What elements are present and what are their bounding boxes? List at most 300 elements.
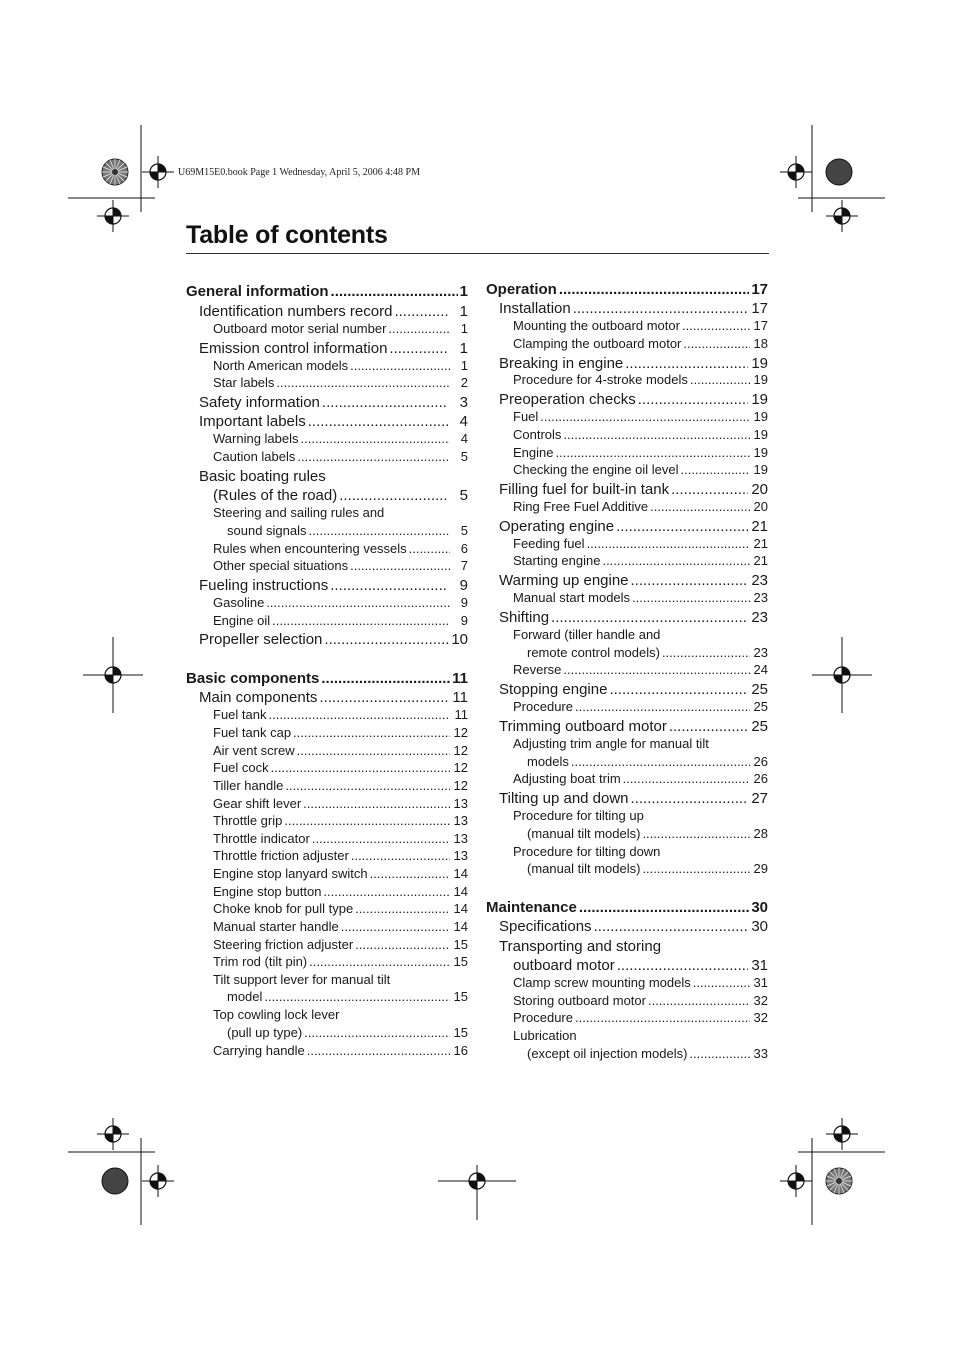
toc-entry[interactable] <box>186 431 468 446</box>
toc-entry[interactable] <box>186 1043 468 1058</box>
toc-page-number: 21 <box>753 553 768 568</box>
toc-entry-title: Tilting up and down <box>499 790 629 807</box>
toc-entry[interactable] <box>486 681 768 698</box>
toc-page-number: 3 <box>459 394 468 411</box>
toc-page-number: 2 <box>460 375 468 390</box>
dot-leader <box>309 523 451 538</box>
dot-leader <box>297 449 450 464</box>
toc-entry-title: Breaking in engine <box>499 355 624 372</box>
dot-leader <box>616 518 748 535</box>
toc-entry-title: Steering and sailing rules and <box>213 505 385 520</box>
toc-entry[interactable] <box>486 445 768 460</box>
toc-entry-title: Gasoline <box>213 595 265 610</box>
toc-page-number: 15 <box>453 989 468 1004</box>
toc-entry[interactable] <box>186 631 468 648</box>
toc-entry-title: Mounting the outboard motor <box>513 318 680 333</box>
toc-page-number: 12 <box>453 725 468 740</box>
toc-entry-title: Fuel tank cap <box>213 725 292 740</box>
toc-entry[interactable] <box>186 303 468 320</box>
toc-entry[interactable] <box>186 577 468 594</box>
toc-page-number: 10 <box>451 631 468 648</box>
dot-leader <box>650 499 750 514</box>
toc-entry-title: Specifications <box>499 918 592 935</box>
toc-entry-title: Top cowling lock lever <box>213 1007 340 1022</box>
toc-entry-title: (except oil injection models) <box>527 1046 688 1061</box>
toc-page-number: 17 <box>751 281 768 298</box>
toc-entry-title: Starting engine <box>513 553 601 568</box>
toc-entry[interactable] <box>486 518 768 535</box>
dot-leader <box>355 937 450 952</box>
dot-leader <box>617 957 748 974</box>
dot-leader <box>324 631 448 648</box>
toc-entry-title: Adjusting trim angle for manual tilt <box>513 736 709 751</box>
dot-leader <box>309 954 450 969</box>
toc-entry-title: Clamping the outboard motor <box>513 336 682 351</box>
toc-page-number: 17 <box>751 300 768 317</box>
toc-page-number: 13 <box>453 796 468 811</box>
toc-entry-title: Outboard motor serial number <box>213 321 387 336</box>
toc-entry-title: Procedure for 4-stroke models <box>513 372 688 387</box>
toc-entry-title: Star labels <box>213 375 275 390</box>
toc-page-number: 19 <box>753 372 768 387</box>
toc-entry-title: Gear shift lever <box>213 796 302 811</box>
toc-entry-title: General information <box>186 283 329 300</box>
toc-entry[interactable] <box>486 790 768 807</box>
toc-page-number: 31 <box>751 957 768 974</box>
toc-entry[interactable] <box>186 813 468 828</box>
toc-entry-title: Manual starter handle <box>213 919 339 934</box>
toc-page-number: 20 <box>751 481 768 498</box>
toc-page-number: 6 <box>460 541 468 556</box>
dot-leader <box>555 445 750 460</box>
toc-entry[interactable] <box>186 954 468 969</box>
dot-leader <box>571 754 750 769</box>
dot-leader <box>409 541 450 556</box>
dot-leader <box>559 281 749 298</box>
toc-page-number: 19 <box>753 427 768 442</box>
toc-page-number: 7 <box>460 558 468 573</box>
dot-leader <box>690 372 750 387</box>
toc-entry-title: Procedure for tilting down <box>513 844 661 859</box>
toc-entry[interactable] <box>186 884 468 899</box>
toc-entry[interactable] <box>486 572 768 589</box>
dot-leader <box>642 861 750 876</box>
toc-entry[interactable] <box>486 627 768 642</box>
toc-entry-title: Checking the engine oil level <box>513 462 679 477</box>
toc-entry-title: Procedure for tilting up <box>513 808 644 823</box>
toc-entry[interactable] <box>186 413 468 430</box>
title-divider <box>186 253 769 254</box>
toc-entry[interactable] <box>186 901 468 916</box>
toc-section-heading[interactable] <box>486 281 768 298</box>
toc-page-number: 21 <box>753 536 768 551</box>
toc-page-number: 19 <box>751 391 768 408</box>
toc-entry-title: Propeller selection <box>199 631 323 648</box>
toc-page-number: 13 <box>453 813 468 828</box>
toc-entry[interactable] <box>186 848 468 863</box>
toc-page-number: 28 <box>753 826 768 841</box>
dot-leader <box>339 487 448 504</box>
toc-page-number: 26 <box>753 771 768 786</box>
dot-leader <box>284 813 450 828</box>
toc-page-number: 12 <box>453 778 468 793</box>
toc-entry[interactable] <box>186 707 468 722</box>
toc-entry-title: Fueling instructions <box>199 577 329 594</box>
toc-entry-title: Tiller handle <box>213 778 284 793</box>
dot-leader <box>350 558 450 573</box>
toc-page-number: 4 <box>459 413 468 430</box>
dot-leader <box>307 1043 450 1058</box>
toc-page-number: 21 <box>751 518 768 535</box>
dot-leader <box>563 662 750 677</box>
toc-entry[interactable] <box>486 718 768 735</box>
dot-leader <box>563 427 750 442</box>
toc-page-number: 12 <box>453 743 468 758</box>
toc-entry[interactable] <box>486 355 768 372</box>
toc-entry-title: Throttle grip <box>213 813 283 828</box>
toc-entry[interactable] <box>186 972 468 987</box>
dot-leader <box>350 358 450 373</box>
dot-leader <box>330 577 448 594</box>
toc-entry-title: Tilt support lever for manual tilt <box>213 972 391 987</box>
toc-page-number: 19 <box>753 462 768 477</box>
toc-entry[interactable] <box>486 754 768 769</box>
toc-entry[interactable] <box>486 662 768 677</box>
toc-entry[interactable] <box>486 590 768 605</box>
dot-leader <box>682 318 750 333</box>
toc-entry[interactable] <box>186 989 468 1004</box>
dot-leader <box>587 536 750 551</box>
dot-leader <box>331 283 458 300</box>
toc-entry[interactable] <box>186 340 468 357</box>
dot-leader <box>285 778 450 793</box>
toc-entry-title: Throttle indicator <box>213 831 310 846</box>
toc-entry-title: Shifting <box>499 609 550 626</box>
toc-page-number: 31 <box>753 975 768 990</box>
toc-entry-title: Filling fuel for built-in tank <box>499 481 670 498</box>
toc-entry[interactable] <box>486 957 768 974</box>
toc-entry-title: Controls <box>513 427 562 442</box>
toc-entry[interactable] <box>486 808 768 823</box>
toc-page-number: 4 <box>460 431 468 446</box>
dot-leader <box>540 409 750 424</box>
toc-page-number: 14 <box>453 901 468 916</box>
dot-leader <box>297 743 450 758</box>
toc-page-number: 23 <box>753 590 768 605</box>
toc-page-number: 5 <box>460 523 468 538</box>
toc-page-number: 19 <box>751 355 768 372</box>
dot-leader <box>272 613 450 628</box>
toc-entry-title: Throttle friction adjuster <box>213 848 349 863</box>
dot-leader <box>579 899 749 916</box>
toc-entry[interactable] <box>486 372 768 387</box>
toc-entry[interactable] <box>486 409 768 424</box>
toc-page-number: 11 <box>452 689 468 706</box>
dot-leader <box>323 884 450 899</box>
toc-page-number: 5 <box>459 487 468 504</box>
toc-entry[interactable] <box>186 523 468 538</box>
toc-entry-title: North American models <box>213 358 349 373</box>
toc-page-number: 5 <box>460 449 468 464</box>
dot-leader <box>648 993 750 1008</box>
toc-entry-title: Basic components <box>186 670 320 687</box>
toc-entry[interactable] <box>486 536 768 551</box>
toc-entry[interactable] <box>486 1046 768 1061</box>
toc-section-heading[interactable] <box>186 670 468 687</box>
toc-entry[interactable] <box>186 937 468 952</box>
dot-leader <box>594 918 748 935</box>
toc-page-number: 23 <box>751 609 768 626</box>
toc-page-number: 9 <box>460 595 468 610</box>
dot-leader <box>293 725 450 740</box>
toc-entry[interactable] <box>486 736 768 751</box>
toc-entry[interactable] <box>186 760 468 775</box>
toc-entry[interactable] <box>186 487 468 504</box>
toc-entry-title: Stopping engine <box>499 681 608 698</box>
toc-entry[interactable] <box>486 938 768 955</box>
toc-entry[interactable] <box>186 505 468 520</box>
toc-entry[interactable] <box>486 462 768 477</box>
toc-entry-title: Fuel cock <box>213 760 269 775</box>
toc-entry[interactable] <box>486 993 768 1008</box>
toc-page-number: 13 <box>453 831 468 846</box>
toc-entry-title: Engine stop lanyard switch <box>213 866 368 881</box>
toc-page-number: 26 <box>753 754 768 769</box>
toc-page-number: 19 <box>753 409 768 424</box>
toc-entry-title: Procedure <box>513 1010 573 1025</box>
toc-page-number: 15 <box>453 954 468 969</box>
toc-page-number: 25 <box>751 681 768 698</box>
toc-entry-title: Identification numbers record <box>199 303 393 320</box>
toc-entry[interactable] <box>486 826 768 841</box>
toc-page-number: 14 <box>453 919 468 934</box>
toc-entry[interactable] <box>186 919 468 934</box>
toc-entry[interactable] <box>186 796 468 811</box>
dot-leader <box>341 919 450 934</box>
toc-entry[interactable] <box>486 427 768 442</box>
toc-page-number: 14 <box>453 866 468 881</box>
toc-entry[interactable] <box>486 918 768 935</box>
toc-page-number: 23 <box>751 572 768 589</box>
toc-page-number: 29 <box>753 861 768 876</box>
toc-entry[interactable] <box>486 771 768 786</box>
dot-leader <box>681 462 751 477</box>
toc-entry-title: Procedure <box>513 699 573 714</box>
toc-entry[interactable] <box>186 689 468 706</box>
toc-entry[interactable] <box>186 468 468 485</box>
toc-page-number: 16 <box>453 1043 468 1058</box>
dot-leader <box>609 681 748 698</box>
toc-entry[interactable] <box>186 558 468 573</box>
toc-page-number: 1 <box>460 321 468 336</box>
toc-page-number: 19 <box>753 445 768 460</box>
toc-entry-title: Adjusting boat trim <box>513 771 621 786</box>
dot-leader <box>642 826 750 841</box>
toc-page-number: 11 <box>452 670 468 687</box>
toc-entry-title: Feeding fuel <box>513 536 585 551</box>
toc-page-number: 25 <box>751 718 768 735</box>
toc-entry-title: Fuel tank <box>213 707 267 722</box>
dot-leader <box>623 771 750 786</box>
toc-page-number: 27 <box>751 790 768 807</box>
book-info-header: U69M15E0.book Page 1 Wednesday, April 5, 2006 4:48 PM <box>178 167 420 178</box>
toc-entry-title: Basic boating rules <box>199 468 326 485</box>
toc-page-number: 15 <box>453 1025 468 1040</box>
dot-leader <box>693 975 750 990</box>
toc-page-number: 15 <box>453 937 468 952</box>
dot-leader <box>370 866 450 881</box>
toc-entry-title: Main components <box>199 689 318 706</box>
dot-leader <box>355 901 450 916</box>
toc-entry-title: (manual tilt models) <box>527 861 641 876</box>
toc-entry-title: Choke knob for pull type <box>213 901 354 916</box>
toc-entry-title: Forward (tiller handle and <box>513 627 661 642</box>
toc-entry[interactable] <box>486 844 768 859</box>
dot-leader <box>351 848 450 863</box>
toc-entry-title: Ring Free Fuel Additive <box>513 499 649 514</box>
toc-entry[interactable] <box>486 645 768 660</box>
toc-entry[interactable] <box>186 831 468 846</box>
toc-page-number: 1 <box>459 340 468 357</box>
toc-page-number: 13 <box>453 848 468 863</box>
dot-leader <box>388 321 450 336</box>
toc-page-number: 18 <box>753 336 768 351</box>
toc-entry[interactable] <box>186 375 468 390</box>
toc-entry-title: Reverse <box>513 662 562 677</box>
dot-leader <box>394 303 448 320</box>
toc-page-number: 1 <box>460 358 468 373</box>
toc-entry-title: outboard motor <box>513 957 615 974</box>
toc-entry[interactable] <box>486 553 768 568</box>
toc-entry[interactable] <box>486 1010 768 1025</box>
toc-page-number: 1 <box>459 283 468 300</box>
toc-page-number: 30 <box>751 918 768 935</box>
toc-entry[interactable] <box>486 609 768 626</box>
toc-section-heading[interactable] <box>186 283 468 300</box>
toc-entry[interactable] <box>486 318 768 333</box>
toc-entry[interactable] <box>486 391 768 408</box>
toc-entry[interactable] <box>186 595 468 610</box>
toc-entry[interactable] <box>186 778 468 793</box>
toc-entry-title: Installation <box>499 300 571 317</box>
dot-leader <box>575 699 750 714</box>
dot-leader <box>602 553 750 568</box>
toc-entry[interactable] <box>186 541 468 556</box>
toc-entry-title: (manual tilt models) <box>527 826 641 841</box>
dot-leader <box>264 989 450 1004</box>
dot-leader <box>303 796 450 811</box>
toc-page-number: 12 <box>453 760 468 775</box>
toc-entry[interactable] <box>186 321 468 336</box>
dot-leader <box>389 340 448 357</box>
dot-leader <box>575 1010 750 1025</box>
toc-entry[interactable] <box>186 743 468 758</box>
dot-leader <box>671 481 748 498</box>
dot-leader <box>625 355 748 372</box>
toc-page-number: 1 <box>459 303 468 320</box>
toc-entry-title: Engine stop button <box>213 884 322 899</box>
dot-leader <box>304 1025 450 1040</box>
toc-entry-title: Caution labels <box>213 449 296 464</box>
toc-entry-title: Engine <box>513 445 554 460</box>
dot-leader <box>266 595 450 610</box>
toc-entry-title: Emission control information <box>199 340 388 357</box>
toc-page-number: 9 <box>460 613 468 628</box>
toc-entry[interactable] <box>486 699 768 714</box>
toc-entry[interactable] <box>486 975 768 990</box>
toc-entry-title: sound signals <box>227 523 307 538</box>
dot-leader <box>689 1046 750 1061</box>
toc-entry-title: Preoperation checks <box>499 391 636 408</box>
toc-entry-title: (pull up type) <box>227 1025 303 1040</box>
toc-entry[interactable] <box>486 1028 768 1043</box>
toc-entry[interactable] <box>486 336 768 351</box>
dot-leader <box>638 391 748 408</box>
toc-entry-title: Engine oil <box>213 613 271 628</box>
toc-page-number: 32 <box>753 993 768 1008</box>
toc-entry[interactable] <box>186 1025 468 1040</box>
toc-entry-title: Fuel <box>513 409 539 424</box>
toc-entry-title: Important labels <box>199 413 306 430</box>
toc-entry[interactable] <box>186 613 468 628</box>
toc-entry[interactable] <box>186 394 468 411</box>
dot-leader <box>271 760 450 775</box>
dot-leader <box>268 707 450 722</box>
toc-entry[interactable] <box>186 1007 468 1022</box>
toc-entry-title: Trim rod (tilt pin) <box>213 954 308 969</box>
toc-entry-title: Other special situations <box>213 558 349 573</box>
toc-page-number: 24 <box>753 662 768 677</box>
toc-entry-title: Warming up engine <box>499 572 629 589</box>
dot-leader <box>312 831 450 846</box>
toc-entry-title: Trimming outboard motor <box>499 718 667 735</box>
page-title: Table of contents <box>186 221 388 249</box>
toc-entry[interactable] <box>486 499 768 514</box>
dot-leader <box>322 394 448 411</box>
dot-leader <box>632 590 750 605</box>
toc-entry[interactable] <box>486 300 768 317</box>
toc-entry[interactable] <box>186 449 468 464</box>
dot-leader <box>321 670 450 687</box>
toc-entry-title: Operation <box>486 281 557 298</box>
toc-entry-title: (Rules of the road) <box>213 487 338 504</box>
toc-page-number: 20 <box>753 499 768 514</box>
toc-page-number: 11 <box>454 707 468 722</box>
toc-entry[interactable] <box>486 481 768 498</box>
dot-leader <box>308 413 448 430</box>
dot-leader <box>319 689 448 706</box>
toc-section-heading[interactable] <box>486 899 768 916</box>
toc-page-number: 33 <box>753 1046 768 1061</box>
dot-leader <box>631 790 748 807</box>
toc-page-number: 30 <box>751 899 768 916</box>
toc-entry[interactable] <box>186 725 468 740</box>
toc-entry-title: Clamp screw mounting models <box>513 975 691 990</box>
toc-page-number: 23 <box>753 645 768 660</box>
dot-leader <box>662 645 750 660</box>
toc-entry[interactable] <box>186 866 468 881</box>
dot-leader <box>669 718 748 735</box>
toc-page-number: 32 <box>753 1010 768 1025</box>
dot-leader <box>301 431 450 446</box>
toc-entry-title: Rules when encountering vessels <box>213 541 407 556</box>
toc-entry-title: Warning labels <box>213 431 299 446</box>
toc-entry[interactable] <box>486 861 768 876</box>
toc-entry[interactable] <box>186 358 468 373</box>
toc-entry-title: Transporting and storing <box>499 938 662 955</box>
toc-page-number: 17 <box>753 318 768 333</box>
toc-entry-title: models <box>527 754 569 769</box>
